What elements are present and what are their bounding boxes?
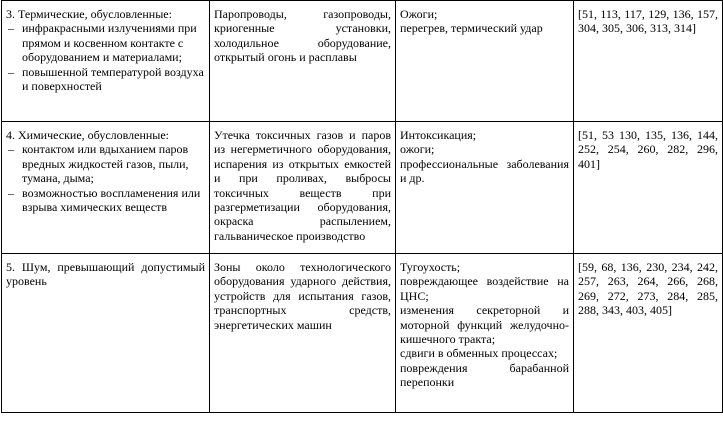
factor-item: повышенной температурой воздуха и поверхностей xyxy=(22,64,204,94)
references-cell: [51, 113, 117, 129, 136, 157, 304, 305, 306, 313, 314] xyxy=(574,1,723,122)
factor-cell xyxy=(2,1,210,122)
factor-list xyxy=(6,21,205,93)
effect-item: Интоксикация; xyxy=(400,128,477,142)
effect-item: повреждающее воздействие на ЦНС; xyxy=(400,274,569,303)
factor-title: 3. Термические, обусловленные: xyxy=(6,7,172,21)
effects-cell xyxy=(396,1,574,122)
dash-bullet-icon: – xyxy=(8,21,14,36)
references-cell: [51, 53 130, 135, 136, 144, 252, 254, 260, 282, 296, 401] xyxy=(574,122,723,254)
list-item xyxy=(6,21,205,64)
effect-item: профессиональные заболевания и др. xyxy=(400,156,569,186)
list-item xyxy=(6,65,205,94)
effects-cell xyxy=(396,122,574,254)
effect-item: изменения секреторной и моторной функций желудочно-кишечного тракта; xyxy=(400,303,569,347)
effect-item: сдвиги в обменных процессах; xyxy=(400,346,558,361)
sources-cell: Зоны около технологического оборудования ударного действия, устройств для испытания газов, транспортных средств, энергетических машин xyxy=(210,254,396,413)
sources-cell: Утечка токсичных газов и паров из негерметичного оборудования, испарения из открытых емкостей и при проливах, выбросы токсичных веществ при разгерметизации оборудования, окраска распылением, гальваническое производство xyxy=(210,122,396,254)
effect-item: перегрев, термический удар xyxy=(400,21,543,36)
dash-bullet-icon: – xyxy=(8,185,14,200)
factor-title: 5. Шум, превышающий допустимый уровень xyxy=(6,260,205,289)
factor-item: контактом или вдыханием паров вредных жидкостей газов, пыли, тумана, дыма; xyxy=(22,142,189,186)
effect-item: Ожоги; xyxy=(400,7,438,21)
effect-item: Тугоухость; xyxy=(400,260,461,274)
list-item xyxy=(6,142,205,185)
list-item xyxy=(6,186,205,215)
table-row xyxy=(2,1,723,122)
effects-cell xyxy=(396,254,574,413)
factor-cell xyxy=(2,254,210,413)
factor-item: инфракрасными излучениями при прямом и косвенном контакте с оборудованием и материалами; xyxy=(22,21,197,65)
dash-bullet-icon: – xyxy=(8,64,14,79)
factor-item: возможностью воспламенения или взрыва химических веществ xyxy=(22,185,201,215)
factor-list xyxy=(6,142,205,214)
sources-cell: Паропроводы, газопроводы, криогенные установки, холодильное оборудование, открытый огонь и расплавы xyxy=(210,1,396,122)
hazard-factors-table xyxy=(1,0,723,413)
effect-item: ожоги; xyxy=(400,142,435,157)
factor-title: 4. Химические, обусловленные: xyxy=(6,128,170,142)
table-row xyxy=(2,254,723,413)
dash-bullet-icon: – xyxy=(8,142,14,157)
references-cell: [59, 68, 136, 230, 234, 242, 257, 263, 264, 266, 268, 269, 272, 273, 284, 285, 288, 343, 403, 405] xyxy=(574,254,723,413)
factor-cell xyxy=(2,122,210,254)
table-row xyxy=(2,122,723,254)
effect-item: повреждения барабанной перепонки xyxy=(400,360,569,390)
